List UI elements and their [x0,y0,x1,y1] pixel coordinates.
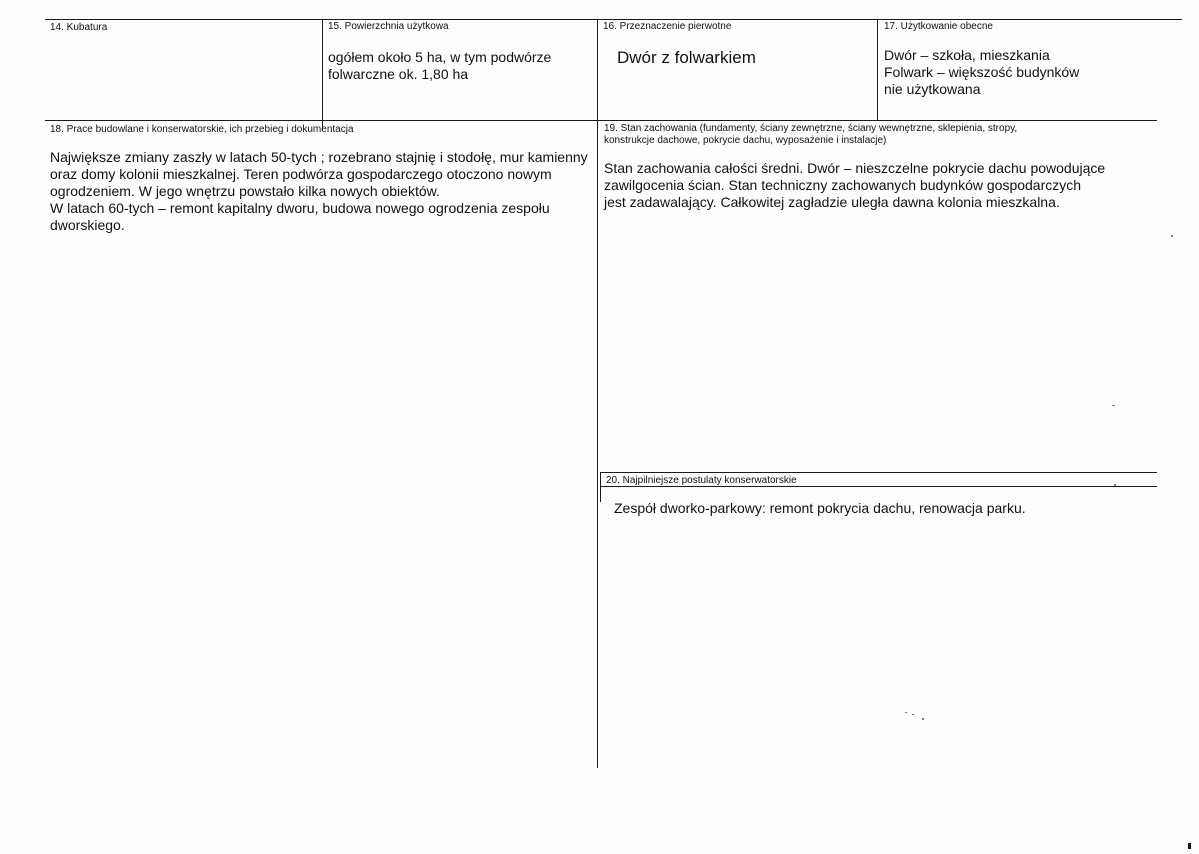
field-17-line: nie użytkowana [884,81,981,97]
field-17-line: Folwark – większość budynków [884,64,1080,80]
field-19-line: jest zadawalający. Całkowitej zagładzie uległa dawna kolonia mieszkalna. [604,194,1060,210]
field-14-label: 14. Kubatura [50,22,108,33]
field-16-label: 16. Przeznaczenie pierwotne [603,21,732,32]
scan-speck [905,712,907,713]
scan-speck [922,718,924,720]
field-18-value [50,149,588,234]
field-19-label-line: konstrukcje dachowe, pokrycie dachu, wyposażenie i instalacje) [604,135,887,146]
col-divider-15 [322,19,323,131]
field-18-line: oraz domy kolonii mieszkalnej. Teren podwórza gospodarczego otoczono nowym [50,166,552,182]
field-19-value [604,160,1105,211]
field-20-value [614,500,1026,517]
field-15-line: folwarczne ok. 1,80 ha [328,66,469,82]
field-20-line: Zespół dworko-parkowy: remont pokrycia dachu, renowacja parku. [614,500,1026,516]
scan-speck [1112,405,1115,406]
scan-speck [912,714,914,715]
field-20-left-border [600,472,601,502]
field-19-line: Stan zachowania całości średni. Dwór – nieszczelne pokrycie dachu powodujące [604,160,1106,176]
field-20-top-border [600,472,1157,473]
field-18-line: dworskiego. [50,217,125,233]
field-18-line: Największe zmiany zaszły w latach 50-tych ; rozebrano stajnię i stodołę, mur kamienny [50,149,588,165]
col-divider-17 [877,19,878,120]
field-18-label: 18. Prace budowlane i konserwatorskie, ich przebieg i dokumentacja [50,124,354,135]
field-16-line: Dwór z folwarkiem [617,48,756,67]
field-16-value [617,48,756,68]
scan-speck [1114,484,1116,486]
field-15-value [328,49,551,83]
field-17-value [884,47,1079,98]
row-divider [45,120,1157,121]
field-18-line: W latach 60-tych – remont kapitalny dworu, budowa nowego ogrodzenia zespołu [50,200,550,216]
field-17-line: Dwór – szkoła, mieszkania [884,47,1050,63]
field-17-label: 17. Użytkowanie obecne [884,21,993,32]
scan-edge-mark [1188,843,1191,849]
field-18-line: ogrodzeniem. W jego wnętrzu powstało kilka nowych obiektów. [50,183,440,199]
top-border [45,19,1182,20]
field-19-line: zawilgocenia ścian. Stan techniczny zachowanych budynków gospodarczych [604,177,1082,193]
scan-speck [1171,235,1173,237]
field-20-label: 20. Najpilniejsze postulaty konserwatorskie [606,475,797,486]
field-19-label-line: 19. Stan zachowania (fundamenty, ściany zewnętrzne, ściany wewnętrzne, sklepienia, stropy, [604,123,1018,134]
field-19-label [604,123,1017,147]
col-divider-16 [597,19,598,768]
field-15-line: ogółem około 5 ha, w tym podwórze [328,49,552,65]
field-15-label: 15. Powierzchnia użytkowa [328,21,449,32]
